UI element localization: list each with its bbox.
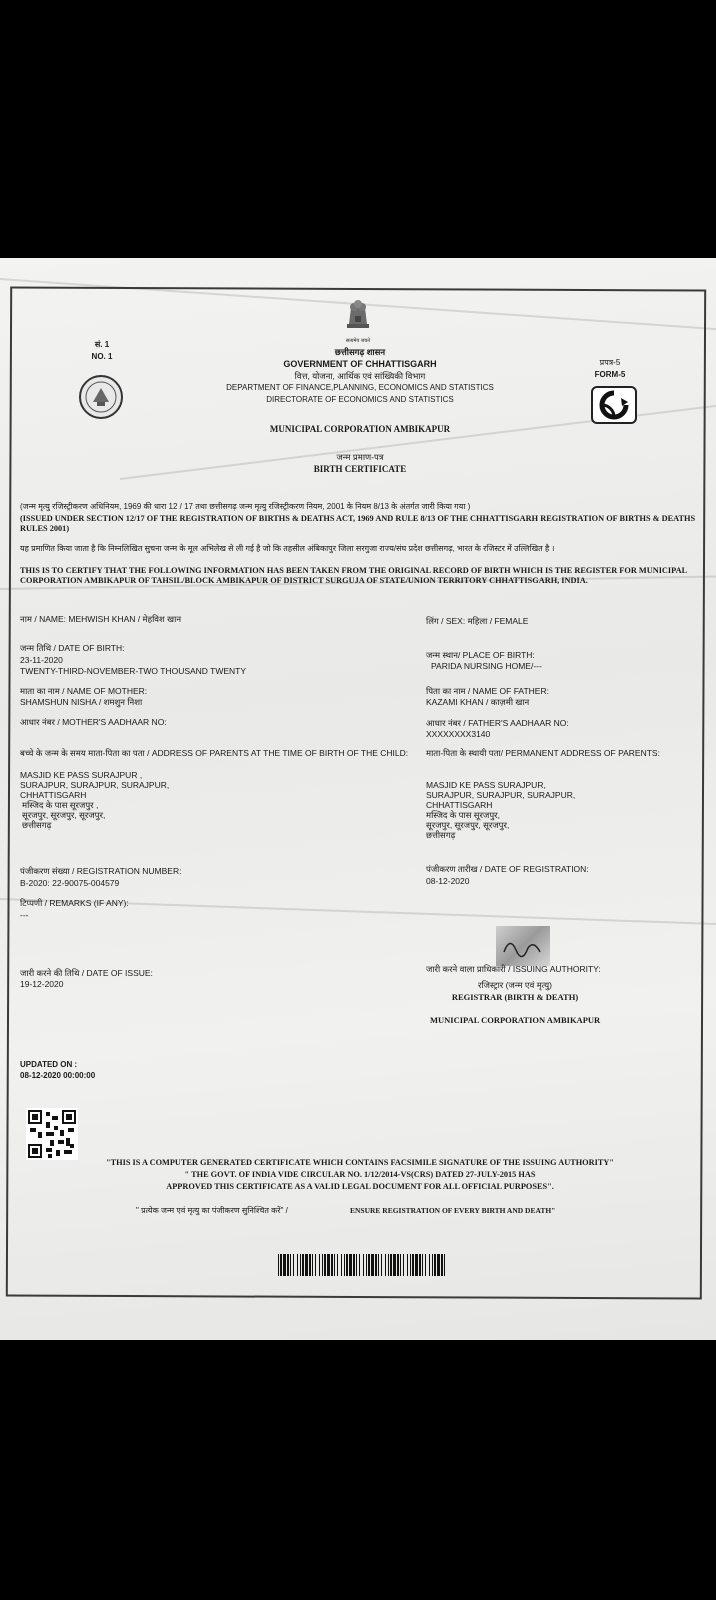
mother-name-label: माता का नाम / NAME OF MOTHER: — [20, 686, 148, 696]
registrar-title: REGISTRAR (BIRTH & DEATH) — [451, 992, 579, 1002]
crs-logo-icon — [591, 386, 637, 424]
address-at-birth-line: मस्जिद के पास सूरजपुर , — [22, 800, 99, 810]
registrar-title-hi: रजिस्ट्रार (जन्म एवं मृत्यु) — [478, 980, 552, 990]
document-number: NO. 1 — [91, 352, 113, 361]
facsimile-signature — [496, 926, 550, 966]
certificate-paper — [0, 258, 716, 1340]
updated-on-value: 08-12-2020 00:00:00 — [20, 1071, 96, 1080]
permanent-address-line: मस्जिद के पास सूरजपुर, — [426, 810, 500, 820]
pob-value: PARIDA NURSING HOME/--- — [431, 661, 542, 671]
issue-date-label: जारी करने की तिथि / DATE OF ISSUE: — [20, 968, 153, 978]
registration-date-value: 08-12-2020 — [426, 876, 470, 886]
registration-number-value: B-2020: 22-90075-004579 — [20, 878, 120, 888]
form-number-hi: प्रपत्र-5 — [599, 358, 621, 367]
permanent-address-line: MASJID KE PASS SURAJPUR, — [426, 780, 546, 790]
document-number-hi: सं. 1 — [94, 340, 110, 349]
certificate-border — [6, 286, 706, 1299]
address-at-birth-line: छत्तीसगढ़ — [22, 820, 52, 830]
permanent-address-label: माता-पिता के स्थायी पता/ PERMANENT ADDRESS OF PARENTS: — [426, 748, 660, 758]
child-sex: लिंग / SEX: महिला / FEMALE — [426, 616, 529, 626]
address-at-birth-label: बच्चे के जन्म के समय माता-पिता का पता / ADDRESS OF PARENTS AT THE TIME OF BIRTH OF THE CHILD: — [20, 748, 409, 758]
address-at-birth-line: सूरजपुर, सूरजपुर, सूरजपुर, — [22, 810, 106, 820]
registration-number-label: पंजीकरण संख्या / REGISTRATION NUMBER: — [20, 866, 182, 876]
issued-under-hi: (जन्म मृत्यु रजिस्ट्रीकरण अधिनियम, 1969 की धारा 12 / 17 तथा छत्तीसगढ़ जन्म मृत्यु रजिस्ट्रीकरण नियम, 2001 के नियम 8/13 के अंतर्गत जारी किया गया ) — [20, 502, 471, 511]
updated-on-label: UPDATED ON : — [20, 1060, 78, 1069]
issue-date-value: 19-12-2020 — [20, 979, 64, 989]
dob-words: TWENTY-THIRD-NOVEMBER-TWO THOUSAND TWENTY — [20, 666, 247, 676]
certify-statement-hi: यह प्रमाणित किया जाता है कि निम्नलिखित सुचना जन्म के मूल अभिलेख से ली गई है जो कि तहसील अंबिकापुर जिला सरगुजा राज्य/संघ प्रदेश छत्तीसगढ़, भारत के रजिस्टर में उल्लिखित है । — [20, 544, 555, 553]
remarks-label: टिप्पणी / REMARKS (IF ANY): — [20, 898, 129, 908]
child-name: नाम / NAME: MEHWISH KHAN / मेहविश खान — [20, 614, 182, 624]
emblem-motto: सत्यमेव जयते — [345, 338, 371, 344]
remarks-value: --- — [20, 910, 29, 920]
certificate-title-hi: जन्म प्रमाण-पत्र — [336, 452, 384, 462]
permanent-address-line: छत्तीसगढ़ — [426, 830, 456, 840]
government-hi: छत्तीसगढ़ शासन — [334, 347, 386, 357]
national-emblem-icon — [343, 294, 373, 334]
father-aadhaar-label: आधार नंबर / FATHER'S AADHAAR NO: — [426, 718, 569, 728]
footer-computer-generated: "THIS IS A COMPUTER GENERATED CERTIFICATE WHICH CONTAINS FACSIMILE SIGNATURE OF THE ISSUING AUTHORITY" — [106, 1158, 614, 1167]
registration-date-label: पंजीकरण तारीख / DATE OF REGISTRATION: — [426, 864, 589, 874]
pob-label: जन्म स्थान/ PLACE OF BIRTH: — [426, 650, 535, 660]
dob-value: 23-11-2020 — [20, 655, 63, 665]
department-title: DEPARTMENT OF FINANCE,PLANNING, ECONOMICS AND STATISTICS — [226, 383, 494, 392]
municipal-corporation: MUNICIPAL CORPORATION AMBIKAPUR — [269, 424, 451, 434]
permanent-address-line: SURAJPUR, SURAJPUR, SURAJPUR, — [426, 790, 576, 800]
barcode-icon — [278, 1254, 446, 1276]
issuing-authority-label: जारी करने वाला प्राधिकारी / ISSUING AUTHORITY: — [426, 964, 601, 974]
address-at-birth-line: CHHATTISGARH — [20, 790, 87, 800]
footer-approval: APPROVED THIS CERTIFICATE AS A VALID LEGAL DOCUMENT FOR ALL OFFICIAL PURPOSES". — [166, 1182, 554, 1191]
footer-ensure-registration: ENSURE REGISTRATION OF EVERY BIRTH AND DEATH" — [350, 1206, 556, 1215]
address-at-birth-line: MASJID KE PASS SURAJPUR , — [20, 770, 143, 780]
department-hi: वित्त, योजना, आर्थिक एवं सांख्यिकी विभाग — [294, 371, 426, 381]
certificate-title: BIRTH CERTIFICATE — [313, 464, 407, 474]
signature-scribble-icon — [496, 926, 550, 966]
government-title: GOVERNMENT OF CHHATTISGARH — [283, 359, 437, 369]
state-seal-icon — [78, 374, 124, 420]
address-at-birth-line: SURAJPUR, SURAJPUR, SURAJPUR, — [20, 780, 170, 790]
form-number: FORM-5 — [594, 370, 626, 379]
father-name-label: पिता का नाम / NAME OF FATHER: — [426, 686, 549, 696]
issued-under-en: (ISSUED UNDER SECTION 12/17 OF THE REGISTRATION OF BIRTHS & DEATHS ACT, 1969 AND RULE 8/13 OF THE CHHATTISGARH REGISTRATION OF BIRTHS & DEATHS RULES 2001) — [20, 514, 696, 533]
permanent-address-line: सूरजपुर, सूरजपुर, सूरजपुर, — [426, 820, 510, 830]
permanent-address-line: CHHATTISGARH — [426, 800, 493, 810]
certify-statement-en: THIS IS TO CERTIFY THAT THE FOLLOWING INFORMATION HAS BEEN TAKEN FROM THE ORIGINAL RECORD OF BIRTH WHICH IS THE REGISTER FOR MUNICIPAL CORPORATION AMBIKAPUR OF TAHSIL/BLOCK AMBIKAPUR OF DISTRICT SURGUJA OF STATE/UNION TERRITORY CHHATTISGARH, INDIA. — [20, 566, 687, 585]
dob-label: जन्म तिथि / DATE OF BIRTH: — [20, 643, 125, 653]
qr-code-icon — [26, 1108, 78, 1160]
authority-organization: MUNICIPAL CORPORATION AMBIKAPUR — [430, 1015, 601, 1025]
footer-ensure-registration-hi: " प्रत्येक जन्म एवं मृत्यु का पंजीकरण सुनिश्चित करें" / — [136, 1206, 288, 1215]
mother-name-value: SHAMSHUN NISHA / शमशुन निशा — [20, 697, 143, 707]
mother-aadhaar-label: आधार नंबर / MOTHER'S AADHAAR NO: — [20, 717, 167, 727]
footer-circular: " THE GOVT. OF INDIA VIDE CIRCULAR NO. 1/12/2014-VS(CRS) DATED 27-JULY-2015 HAS — [184, 1170, 536, 1179]
directorate-title: DIRECTORATE OF ECONOMICS AND STATISTICS — [266, 395, 454, 404]
father-name-value: KAZAMI KHAN / काज़मी खान — [426, 697, 530, 707]
father-aadhaar-value: XXXXXXXX3140 — [426, 729, 491, 739]
